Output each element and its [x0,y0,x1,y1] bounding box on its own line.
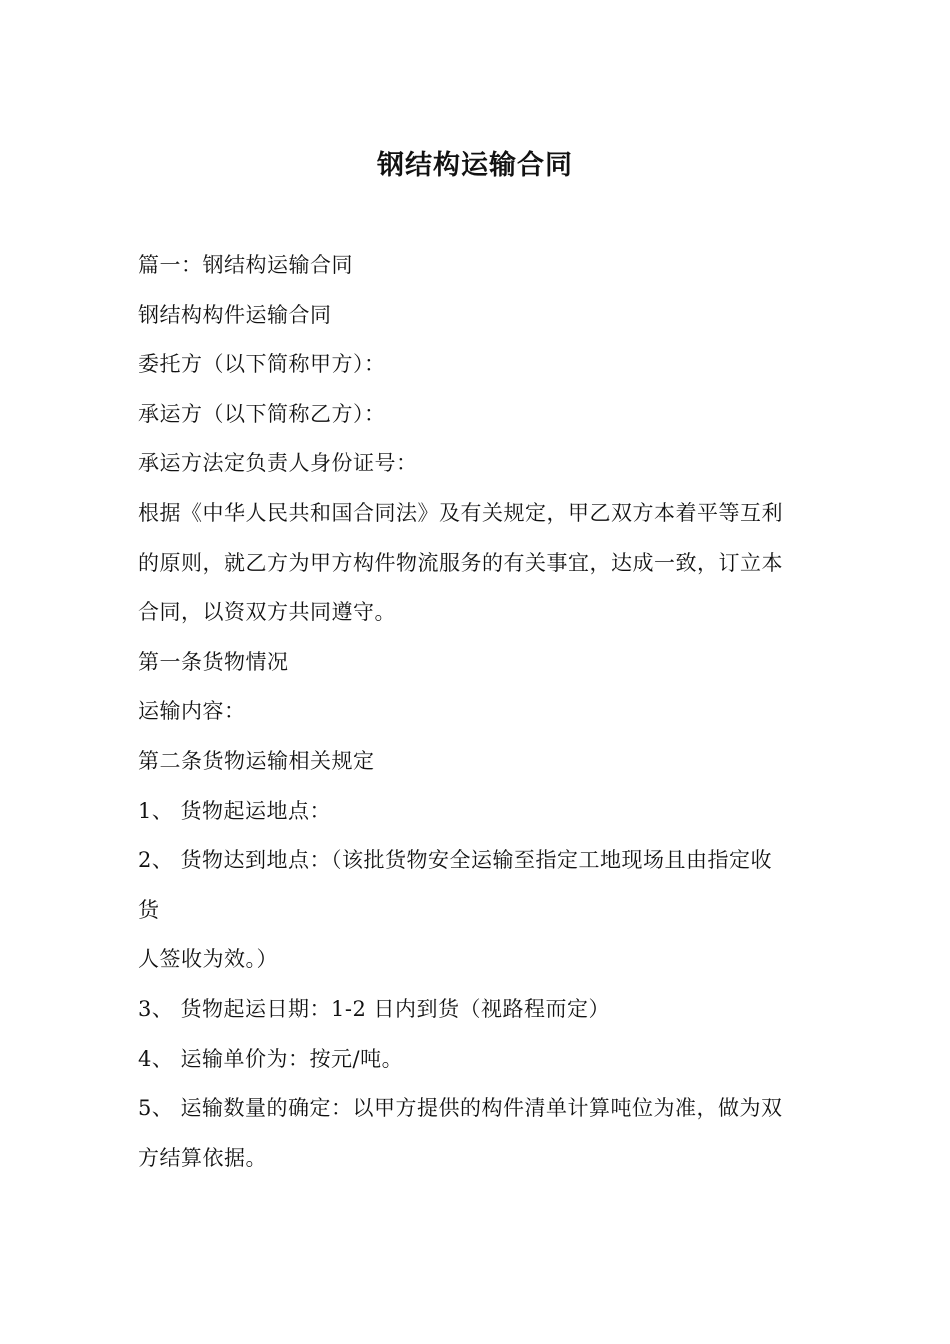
clause-5-line-1: 5、 运输数量的确定：以甲方提供的构件清单计算吨位为准，做为双 [138,1096,783,1121]
clause-3: 3、 货物起运日期：1-2 日内到货（视路程而定） [138,996,611,1021]
party-b-id-line: 承运方法定负责人身份证号： [138,451,418,476]
preamble-line-1: 根据《中华人民共和国合同法》及有关规定，甲乙双方本着平等互利 [138,500,783,525]
clause-2-line-3: 人签收为效。） [138,947,278,972]
party-a-line: 委托方（以下简称甲方）： [138,352,386,377]
article-2-heading: 第二条货物运输相关规定 [138,748,375,773]
document-title: 钢结构运输合同 [377,150,573,181]
preamble-line-3: 合同，以资双方共同遵守。 [138,600,396,625]
document-body [138,241,818,1183]
clause-4: 4、 运输单价为：按元/吨。 [138,1046,404,1071]
contract-name: 钢结构构件运输合同 [138,302,332,327]
article-1-heading: 第一条货物情况 [138,649,289,674]
transport-content-line: 运输内容： [138,699,246,724]
preamble-line-2: 的原则，就乙方为甲方构件物流服务的有关事宜，达成一致，订立本 [138,550,783,575]
party-b-line: 承运方（以下简称乙方）： [138,401,386,426]
clause-1: 1、 货物起运地点： [138,798,332,823]
clause-5-line-2: 方结算依据。 [138,1145,267,1170]
clause-2-line-1: 2、 货物达到地点：（该批货物安全运输至指定工地现场且由指定收 [138,848,773,873]
clause-2-line-2: 货 [138,897,160,922]
section-heading: 篇一：钢结构运输合同 [138,253,353,277]
